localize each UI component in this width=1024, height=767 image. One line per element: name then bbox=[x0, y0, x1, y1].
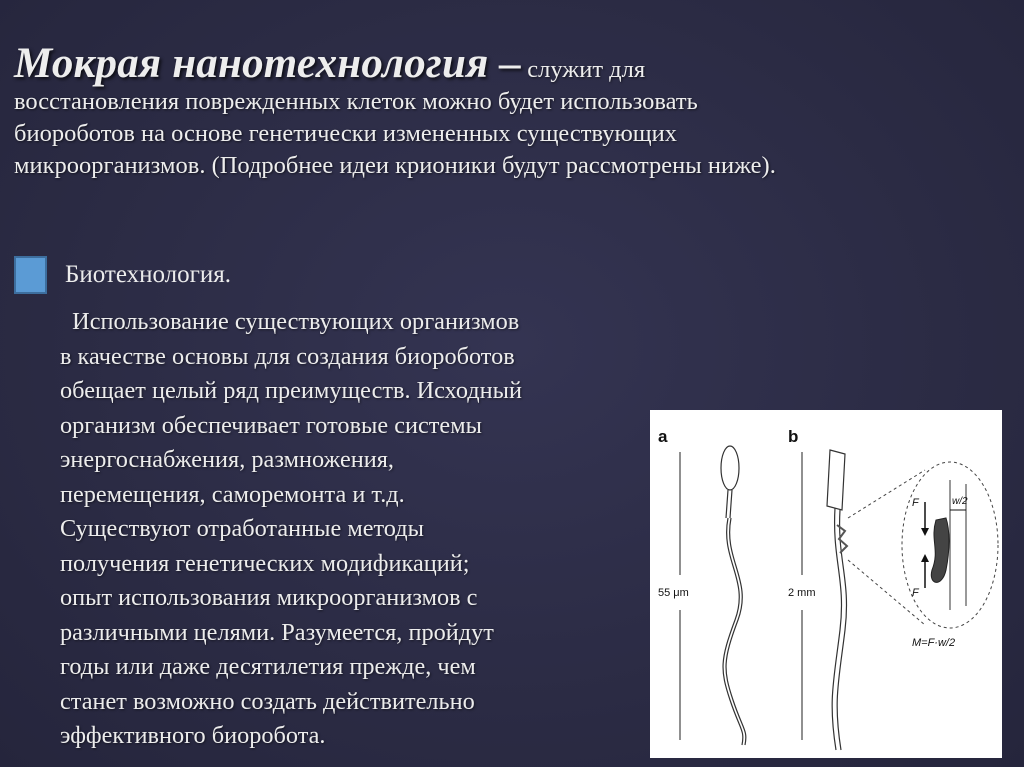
bullet-label: Биотехнология. bbox=[65, 261, 232, 288]
panel-a-label: a bbox=[658, 427, 668, 446]
zoom-circle bbox=[902, 462, 998, 628]
scale-a-label: 55 μm bbox=[658, 587, 689, 599]
title-line-4: микроорганизмов. (Подробнее идеи крионики будут рассмотрены ниже). bbox=[14, 152, 776, 179]
scale-bar-a bbox=[658, 452, 689, 740]
force-top-label: F bbox=[912, 497, 919, 509]
scale-bar-b bbox=[788, 452, 816, 740]
title-line-2: восстановления поврежденных клеток можно будет использовать bbox=[14, 88, 698, 115]
body-line: Использование существующих организмов bbox=[60, 308, 520, 335]
biorobot-figure bbox=[650, 410, 1002, 758]
body-line: эффективного биоробота. bbox=[60, 722, 326, 749]
title-line-3: биороботов на основе генетически измененных существующих bbox=[14, 120, 678, 147]
body-line: Существуют отработанные методы bbox=[60, 515, 424, 542]
body-paragraph bbox=[60, 305, 680, 754]
body-line: опыт использования микроорганизмов с bbox=[60, 584, 478, 611]
width-label: w/2 bbox=[952, 496, 968, 507]
body-line: станет возможно создать действительно bbox=[60, 687, 475, 715]
body-line: перемещения, саморемонта и т.д. bbox=[60, 480, 405, 508]
body-line: получения генетических модификаций; bbox=[60, 549, 470, 577]
panel-b-label: b bbox=[788, 427, 799, 446]
body-line: годы или даже десятилетия прежде, чем bbox=[60, 653, 476, 680]
sperm-cell-a bbox=[721, 446, 746, 745]
bullet-square-icon bbox=[14, 256, 47, 294]
body-line: энергоснабжения, размножения, bbox=[60, 446, 394, 473]
body-line: обещает целый ряд преимуществ. Исходный bbox=[60, 377, 522, 404]
body-line: в качестве основы для создания биороботов bbox=[60, 342, 515, 370]
body-line: различными целями. Разумеется, пройдут bbox=[60, 618, 494, 646]
title-block bbox=[14, 40, 1014, 182]
scale-b-label: 2 mm bbox=[788, 587, 816, 599]
body-line: организм обеспечивает готовые системы bbox=[60, 411, 482, 439]
sperm-diagram bbox=[650, 410, 1002, 758]
title-suffix: служит для bbox=[527, 56, 646, 83]
bullet-item bbox=[14, 256, 231, 294]
title-line-1 bbox=[14, 40, 1014, 87]
title-heading: Мокрая нанотехнология – bbox=[14, 40, 522, 87]
force-bottom-label: F bbox=[912, 587, 919, 599]
zoom-lines bbox=[848, 470, 925, 625]
sperm-cell-b bbox=[827, 450, 847, 750]
moment-formula: M=F·w/2 bbox=[912, 637, 956, 649]
